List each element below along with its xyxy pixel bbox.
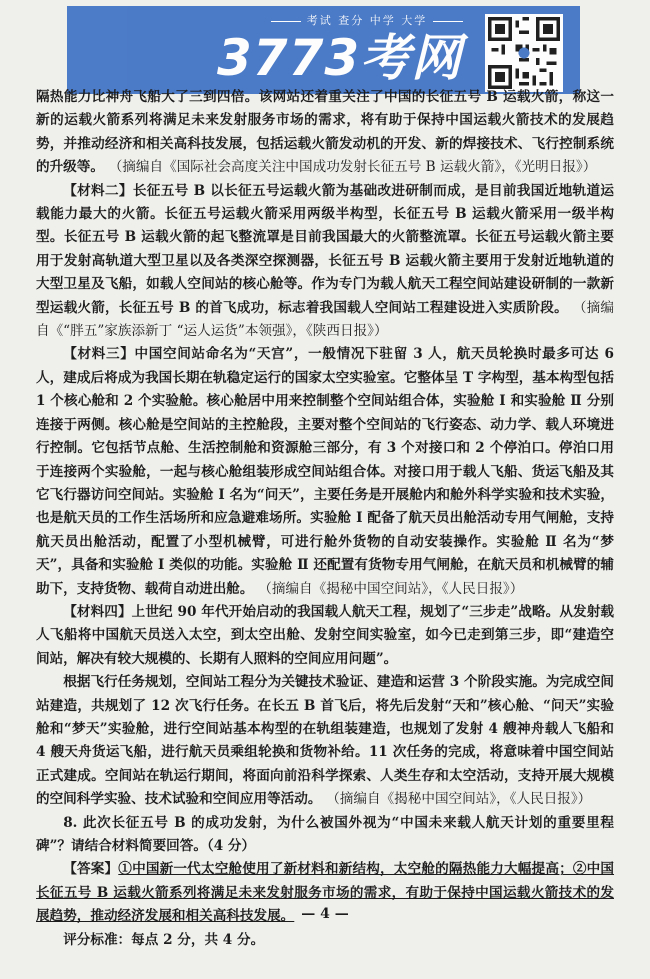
qr-code-icon xyxy=(485,14,563,92)
source-citation: （摘编自《揭秘中国空间站》，《人民日报》） xyxy=(326,791,592,808)
banner-subtitle: 考试 查分 中学 大学 xyxy=(217,12,517,28)
question-8: 8. 此次长征五号 B 的成功发射，为什么被国外视为“中国未来载人航天计划的重要里程碑”？请结合材料简要回答。（4 分） xyxy=(36,814,614,854)
document-body xyxy=(36,86,614,952)
paragraph-intro-text: 隔热能力比神舟飞船大了三到四倍。该网站还着重关注了中国的长征五号 B 运载火箭，称这一新的运载火箭系列将满足未来发射服务市场的需求，将有助于保持中国运载火箭技术的发展趋势，并推动经济和相关高科技发展，包括运载火箭发动机的开发、新的焊接技术、飞行控制系统的升级等。 xyxy=(36,89,614,176)
watermark-banner[interactable] xyxy=(67,6,580,94)
site-logo[interactable]: 3773考网 xyxy=(217,29,463,87)
material-4-label: 【材料四】 xyxy=(63,603,132,620)
source-citation: （摘编自《国际社会高度关注中国成功发射长征五号 B 运载火箭》，《光明日报》） xyxy=(108,159,597,176)
material-2-label: 【材料二】 xyxy=(63,182,133,199)
answer-text: ①中国新一代太空舱使用了新材料和新结构，太空舱的隔热能力大幅提高；②中国长征五号 B 运载火箭系列将满足未来发射服务市场的需求，有助于保持中国运载火箭技术的发展趋势，推动经济发展和相关高科技发展。 xyxy=(36,861,615,925)
material-2-text: 长征五号 B 以长征五号运载火箭为基础改进研制而成，是目前我国近地轨道运载能力最大的火箭。长征五号运载火箭采用两级半构型，长征五号 B 运载火箭采用一级半构型。长征五号 B 运载火箭的起飞整流罩是目前我国最大的火箭整流罩。长征五号运载火箭主要用于发射高轨道大型卫星以及各类深空探测器，长征五号 B 运载火箭主要用于发射近地轨道的大型卫星及飞船，如载人空间站的核心舱等。作为专门为载人航天工程空间站建设研制的一款新型运载火箭，长征五号 B 的首飞成功，标志着我国载人空间站工程建设进入实质阶段。 xyxy=(36,182,615,316)
material-4-text: 上世纪 90 年代开始启动的我国载人航天工程，规划了“三步走”战略。从发射载人飞船将中国航天员送入太空，到太空出舱、发射空间实验室，如今已走到第三步，即“建造空间站，解决有较大规模的、长期有人照料的空间应用问题”。 xyxy=(36,603,614,667)
source-citation: （摘编自《“胖五”家族添新丁 “运人运货”本领强》，《陕西日报》） xyxy=(36,299,615,340)
paragraph-intro xyxy=(36,86,614,180)
scoring-criteria: 评分标准：每点 2 分，共 4 分。 xyxy=(63,931,265,948)
source-citation: （摘编自《揭秘中国空间站》，《人民日报》） xyxy=(258,580,524,597)
material-3-label: 【材料三】 xyxy=(63,346,135,363)
material-4-paragraph-2 xyxy=(36,671,614,811)
page-number: — 4 — xyxy=(301,906,349,922)
answer-label: 【答案】 xyxy=(63,861,119,878)
material-4-paragraph-2-text: 根据飞行任务规划，空间站工程分为关键技术验证、建造和运营 3 个阶段实施。为完成空间站建造，共规划了 12 次飞行任务。在长五 B 首飞后，将先后发射“天和”核心舱、“问天”实验舱和“梦天”实验舱，进行空间站基本构型的在轨组装建造，也规划了发射 4 艘神舟载人飞船和 4 艘天舟货运飞船，进行航天员乘组轮换和货物补给。11 次任务的完成，将意味着中国空间站正式建成。空间站在轨运行期间，将面向前沿科学探索、人类生存和太空活动，支持开展大规模的空间科学实验、技术试验和空间应用等活动。 xyxy=(36,674,614,808)
material-4 xyxy=(36,601,614,671)
material-2 xyxy=(36,180,614,344)
material-3-text: 中国空间站命名为“天宫”，一般情况下驻留 3 人，航天员轮换时最多可达 6 人，建成后将成为我国长期在轨稳定运行的国家太空实验室。它整体呈 T 字构型，基本构型包括 1 个核心舱和 2 个实验舱。核心舱居中用来控制整个空间站组合体，实验舱 Ⅰ 和实验舱 Ⅱ 分别连接于两侧。核心舱是空间站的主控舱段，主要对整个空间站的飞行姿态、动力学、载人环境进行控制。它包括节点舱、生活控制舱和资源舱三部分，有 3 个对接口和 2 个停泊口。停泊口用于连接两个实验舱，一起与核心舱组装形成空间站组合体。对接口用于载人飞船、货运飞船及其它飞行器访问空间站。实验舱 Ⅰ 名为“问天”，主要任务是开展舱内和舱外科学实验和技术实验，也是航天员的工作生活场所和应急避难场所。实验舱 Ⅰ 配备了航天员出舱活动专用气闸舱，支持航天员出舱活动，配置了小型机械臂，可进行舱外货物的自动安装操作。实验舱 Ⅱ 名为“梦天”，具备和实验舱 Ⅰ 类似的功能。实验舱 Ⅱ 还配置有货物专用气闸舱，在航天员和机械臂的辅助下，支持货物、载荷自动进出舱。 xyxy=(36,346,614,597)
material-3 xyxy=(36,343,614,600)
